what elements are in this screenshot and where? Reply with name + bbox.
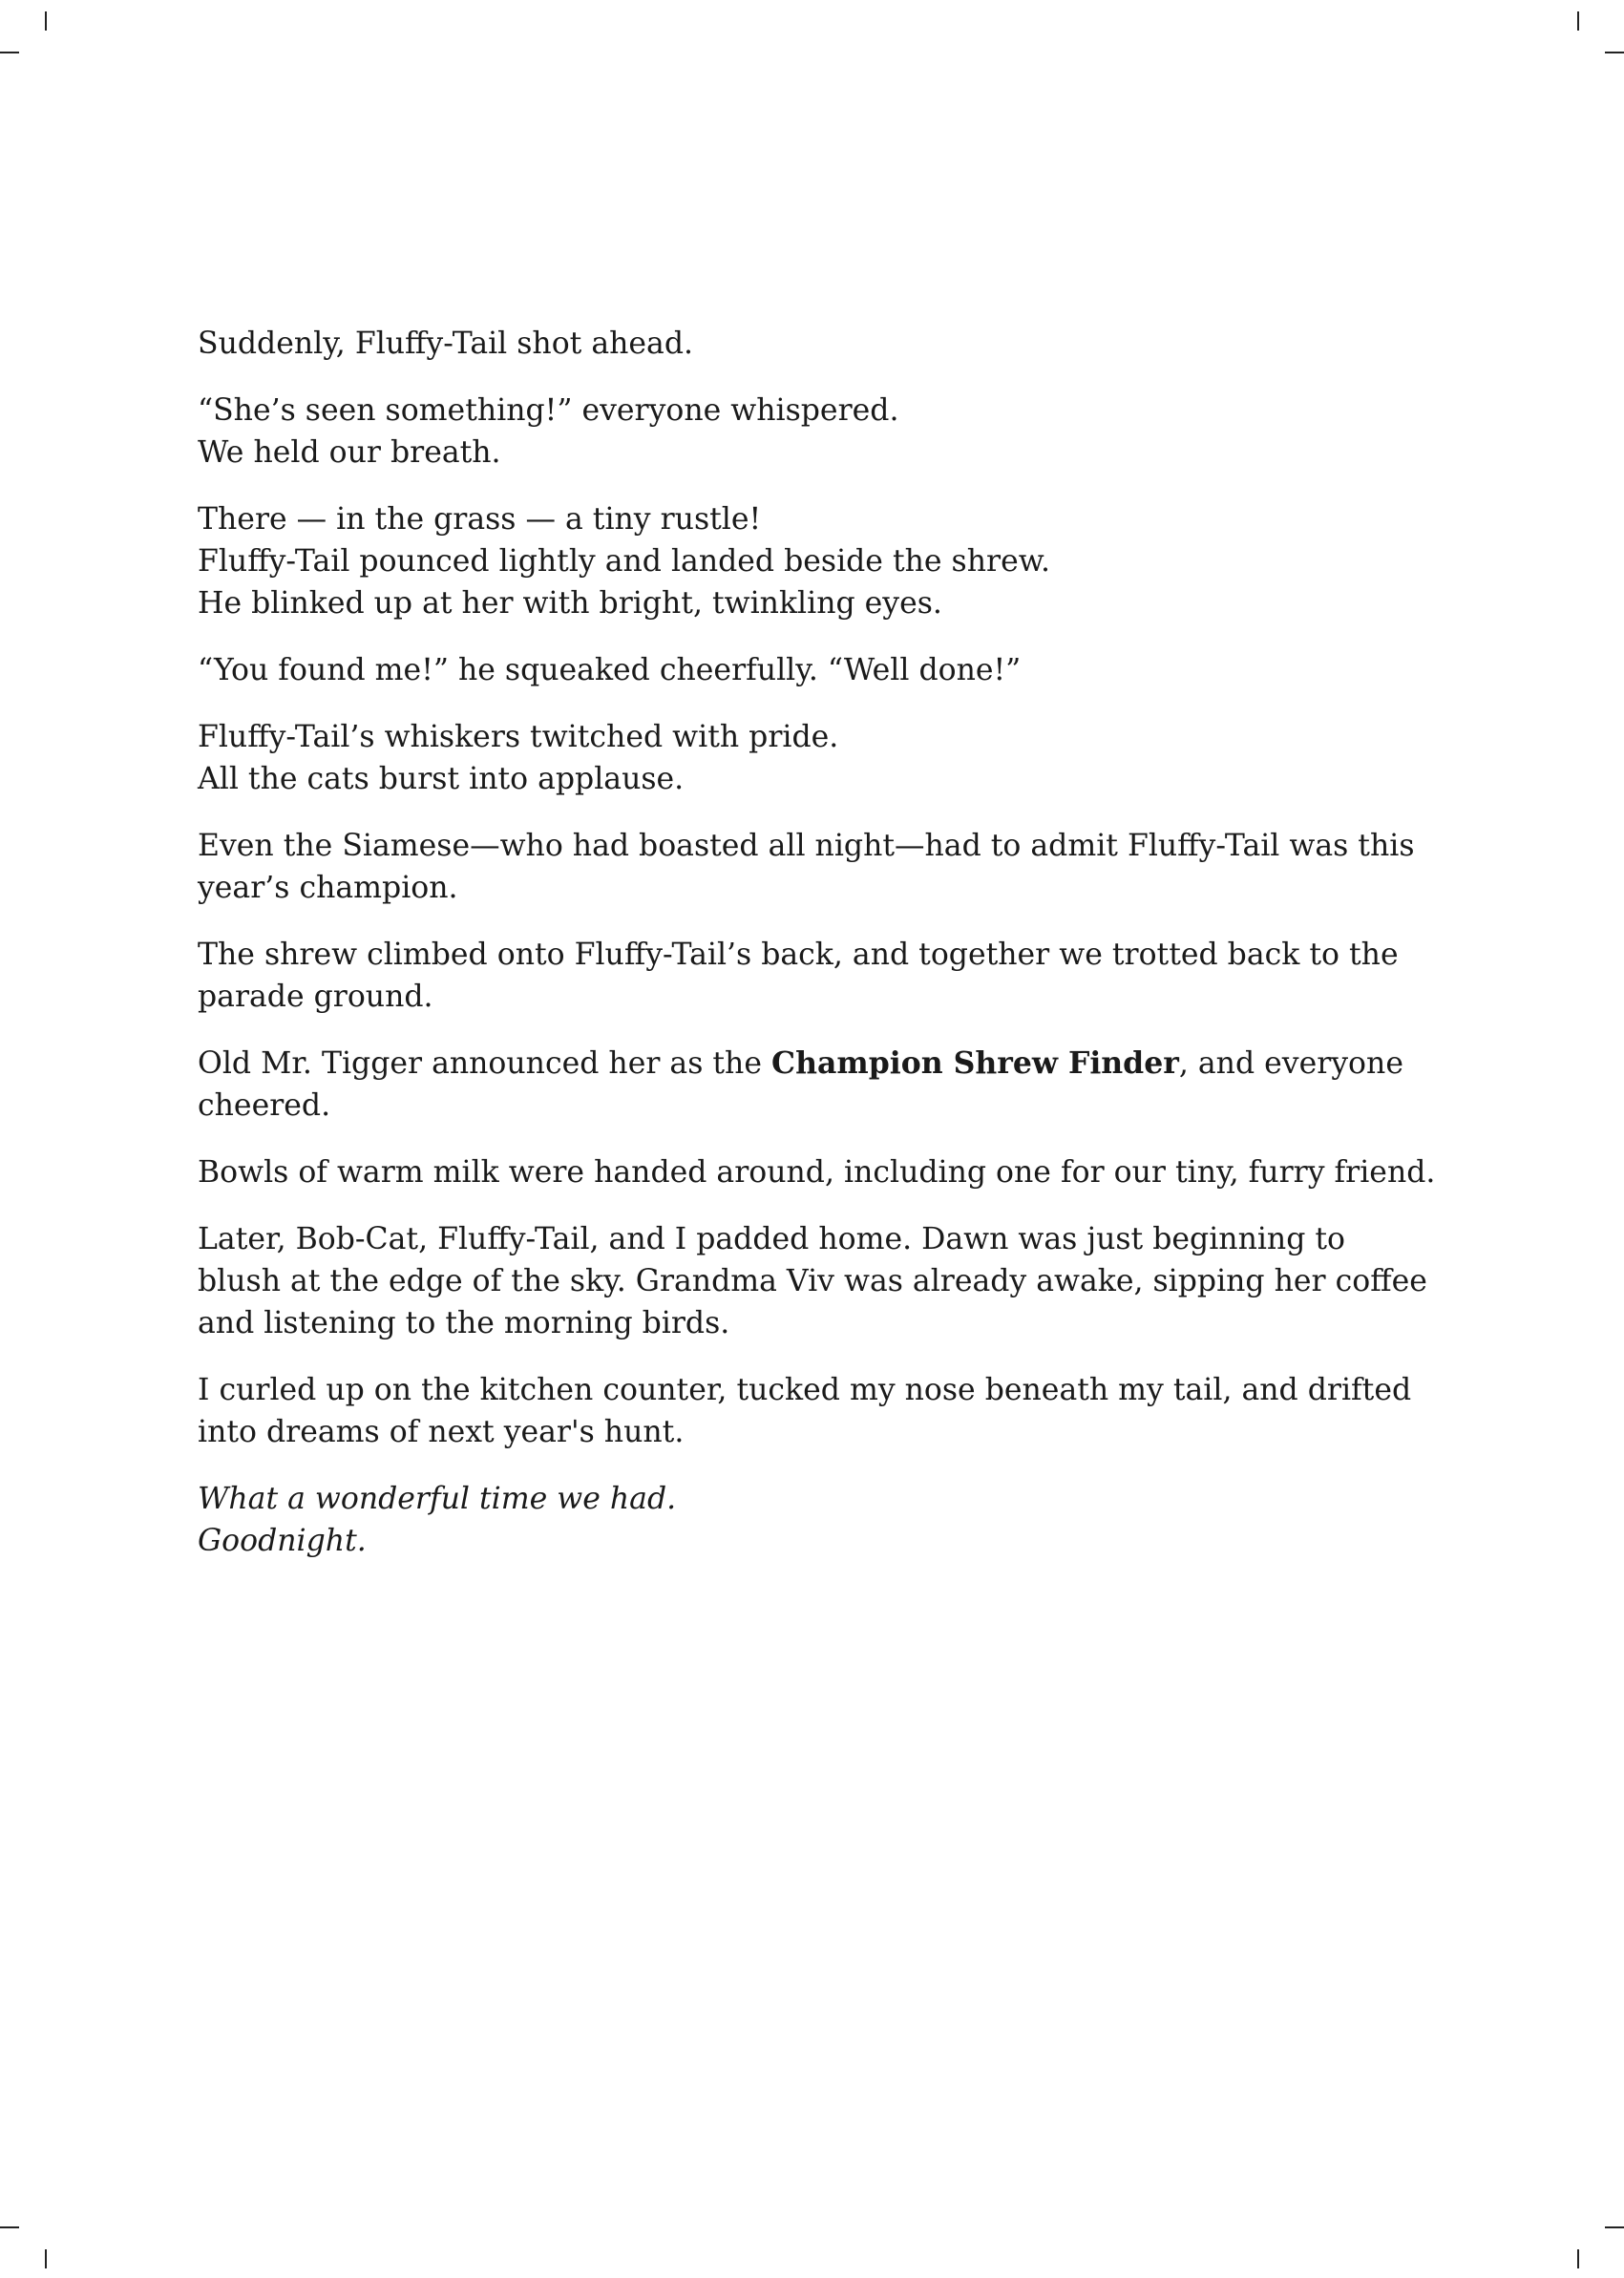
crop-mark-top-right-vertical bbox=[1577, 11, 1579, 31]
text-line: I curled up on the kitchen counter, tucked my nose beneath my tail, and drifted bbox=[198, 1373, 1412, 1407]
text-line: blush at the edge of the sky. Grandma Viv was already awake, sipping her coffee bbox=[198, 1264, 1427, 1298]
text-line: Even the Siamese—who had boasted all night—had to admit Fluffy-Tail was this bbox=[198, 829, 1415, 863]
paragraph-8-champion bbox=[198, 1043, 1439, 1127]
text-line: into dreams of next year's hunt. bbox=[198, 1415, 685, 1449]
paragraph-3 bbox=[198, 498, 1439, 624]
closing-paragraph bbox=[198, 1478, 1439, 1562]
text-line: and listening to the morning birds. bbox=[198, 1306, 730, 1340]
crop-mark-top-right-horizontal bbox=[1605, 52, 1624, 53]
text-line: Fluffy-Tail pounced lightly and landed beside the shrew. bbox=[198, 544, 1050, 579]
paragraph-11 bbox=[198, 1369, 1439, 1453]
paragraph-1 bbox=[198, 323, 1439, 365]
crop-mark-top-left-vertical bbox=[45, 11, 47, 31]
crop-mark-bottom-right-vertical bbox=[1577, 2249, 1579, 2268]
paragraph-5 bbox=[198, 716, 1439, 800]
champion-text-after: , and everyone bbox=[1178, 1046, 1403, 1081]
crop-mark-bottom-left-horizontal bbox=[0, 2226, 19, 2228]
text-line: Fluffy-Tail’s whiskers twitched with pride. bbox=[198, 720, 839, 754]
text-line: The shrew climbed onto Fluffy-Tail’s back, and together we trotted back to the bbox=[198, 938, 1399, 972]
text-line: We held our breath. bbox=[198, 435, 501, 470]
text-line: Suddenly, Fluffy-Tail shot ahead. bbox=[198, 327, 694, 361]
paragraph-10 bbox=[198, 1218, 1439, 1344]
champion-title: Champion Shrew Finder bbox=[771, 1045, 1179, 1081]
paragraph-9 bbox=[198, 1151, 1439, 1193]
paragraph-2 bbox=[198, 390, 1439, 474]
text-line: Later, Bob-Cat, Fluffy-Tail, and I padded home. Dawn was just beginning to bbox=[198, 1222, 1346, 1256]
text-line: Goodnight. bbox=[198, 1524, 367, 1558]
paragraph-4 bbox=[198, 649, 1439, 691]
text-line: year’s champion. bbox=[198, 871, 458, 905]
text-line: “She’s seen something!” everyone whispered. bbox=[198, 393, 899, 428]
crop-mark-bottom-right-horizontal bbox=[1605, 2226, 1624, 2228]
text-line: parade ground. bbox=[198, 980, 433, 1014]
champion-text-before: Old Mr. Tigger announced her as the bbox=[198, 1046, 771, 1081]
text-line: Bowls of warm milk were handed around, including one for our tiny, furry friend. bbox=[198, 1155, 1436, 1190]
crop-mark-bottom-left-vertical bbox=[45, 2249, 47, 2268]
paragraph-6 bbox=[198, 825, 1439, 909]
text-line: What a wonderful time we had. bbox=[198, 1482, 677, 1516]
text-line: He blinked up at her with bright, twinkling eyes. bbox=[198, 586, 942, 621]
crop-mark-top-left-horizontal bbox=[0, 52, 19, 53]
text-line: “You found me!” he squeaked cheerfully. “Well done!” bbox=[198, 653, 1022, 687]
story-text bbox=[198, 323, 1439, 1587]
text-line bbox=[198, 1043, 1439, 1085]
text-line: cheered. bbox=[198, 1088, 331, 1123]
text-line: There — in the grass — a tiny rustle! bbox=[198, 502, 762, 537]
text-line: All the cats burst into applause. bbox=[198, 762, 685, 796]
paragraph-7 bbox=[198, 934, 1439, 1018]
